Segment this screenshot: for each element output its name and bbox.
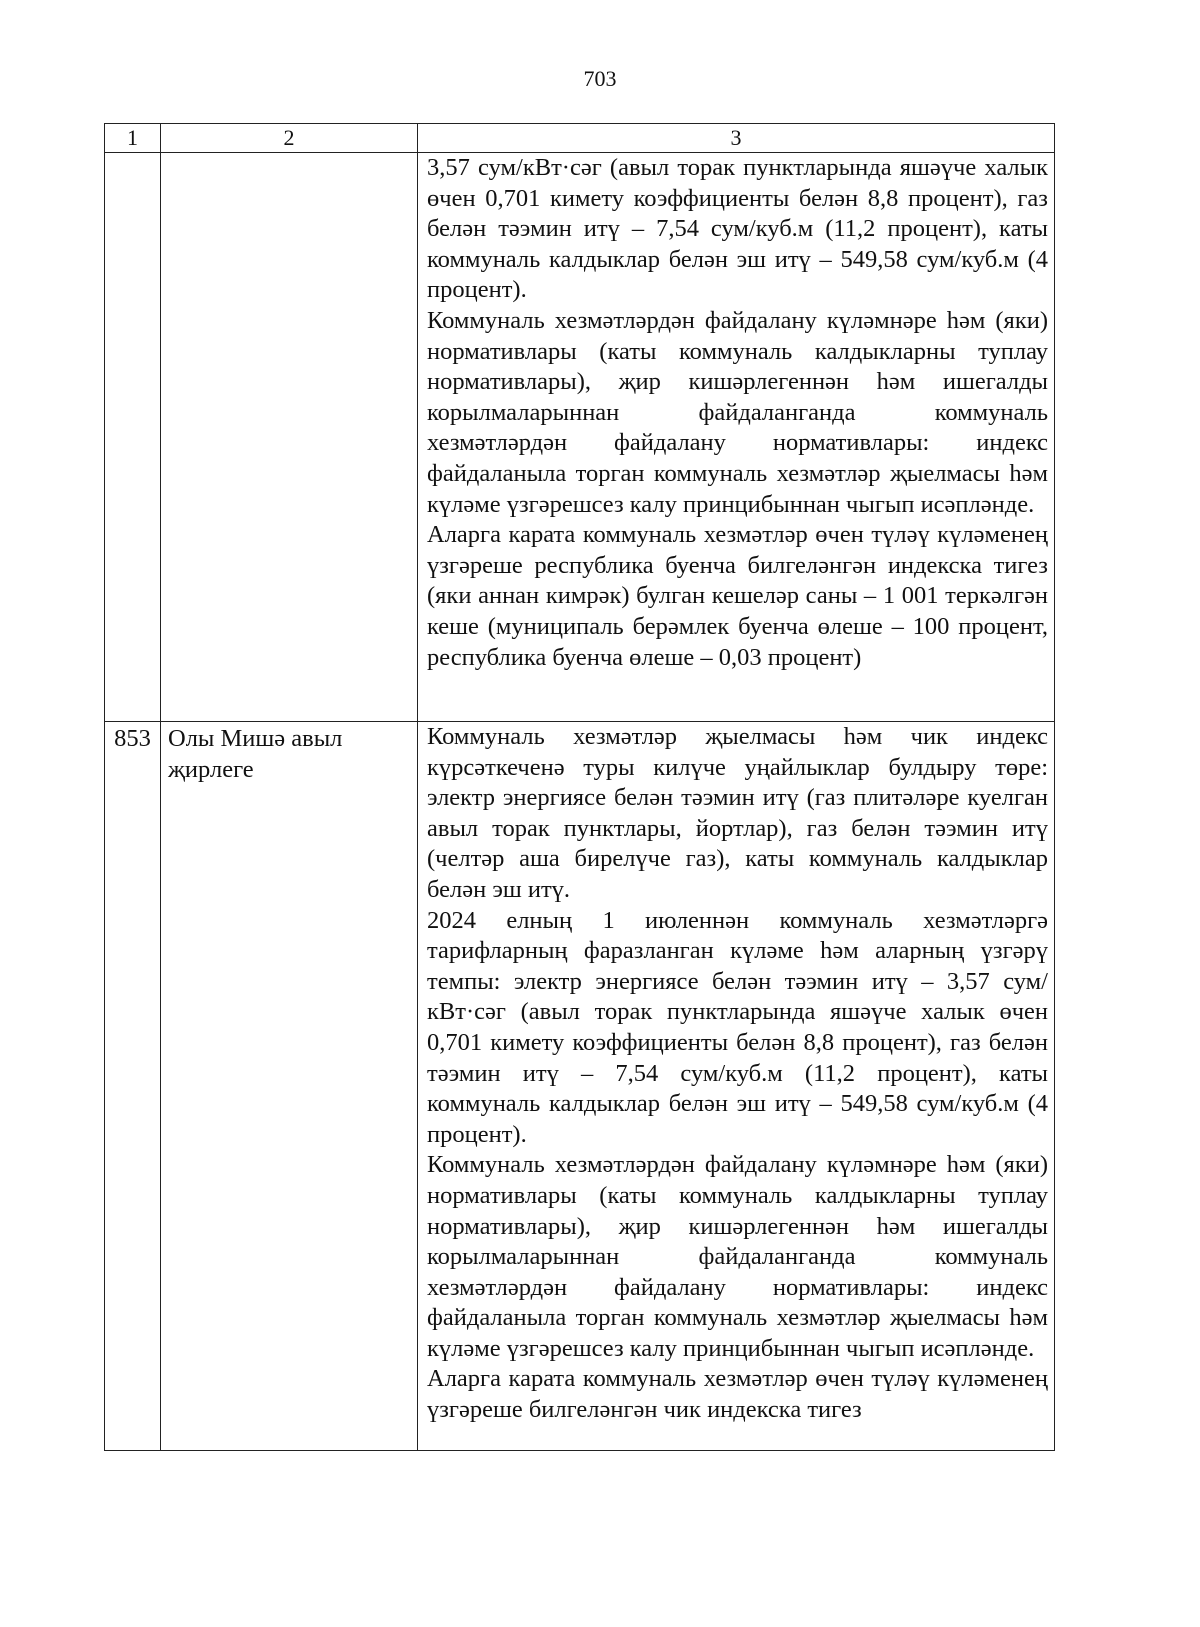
row-number-cell [105,153,161,722]
consumption-norms-paragraph: Коммуналь хезмәтләрдән файдалану күләмнәре һәм (яки) нормативлары (каты коммуналь калдыкларны туплау нормативлары), җир кишәрлегеннән һәм ишегалды корылмаларыннан файдаланганда коммуналь хезмәтләрдән файдалану нормативлары: индекс файдаланыла торган коммуналь хезмәтләр җыелмасы һәм күләме үзгәрешсез калу принцибыннан чыгып исәпләнде. [427,306,1048,518]
table-row-853 [105,722,1055,1451]
tariff-forecast-paragraph: 2024 елның 1 июленнән коммуналь хезмәтләргә тарифларның фаразланган күләме һәм аларның үзгәрү темпы: электр энергиясе белән тәэмин итү – 3,57 сум/кВт·сәг (авыл торак пунктларында яшәүче халык өчен 0,701 кимету коэффициенты белән 8,8 процент), газ белән тәэмин итү – 7,54 сум/куб.м (11,2 процент), каты коммуналь калдыклар белән эш итү – 549,58 сум/куб.м (4 процент). [427,906,1048,1148]
tariff-table [104,123,1055,1451]
affected-population-paragraph: Аларга карата коммуналь хезмәтләр өчен түләү күләменең үзгәреше республика буенча билгеләнгән индекска тигез (яки аннан кимрәк) булган кешеләр саны – 1 001 теркәлгән кеше (муниципаль берәмлек буенча өлеше – 100 процент, республика буенча өлеше – 0,03 процент) [427,521,1048,671]
service-set-paragraph: Коммуналь хезмәтләр җыелмасы һәм чик индекс күрсәткеченә туры килүче уңайлыклар булдыру төре: электр энергиясе белән тәэмин итү (газ плитәләре куелган авыл торак пунктлары, йортлар), газ белән тәэмин итү (челтәр аша бирелүче газ), каты коммуналь калдыклар белән эш итү. [427,723,1048,903]
tariff-rates-paragraph: 3,57 сум/кВт·сәг (авыл торак пунктларында яшәүче халык өчен 0,701 кимету коэффициенты белән 8,8 процент), газ белән тәэмин итү – 7,54 сум/куб.м (11,2 процент), каты коммуналь калдыклар белән эш итү – 549,58 сум/куб.м (4 процент). [427,154,1048,304]
column-header-3: 3 [418,124,1055,153]
description-cell [418,722,1055,1451]
column-header-1: 1 [105,124,161,153]
page-number: 703 [583,66,617,91]
municipality-name-cell [161,153,418,722]
table-row-continued [105,153,1055,722]
description-cell [418,153,1055,722]
row-number-cell: 853 [105,722,161,1451]
payment-change-paragraph: Аларга карата коммуналь хезмәтләр өчен түләү күләменең үзгәреше билгеләнгән чик индекска тигез [427,1365,1048,1424]
consumption-norms-paragraph: Коммуналь хезмәтләрдән файдалану күләмнәре һәм (яки) нормативлары (каты коммуналь калдыкларны туплау нормативлары), җир кишәрлегеннән һәм ишегалды корылмаларыннан файдаланганда коммуналь хезмәтләрдән файдалану нормативлары: индекс файдаланыла торган коммуналь хезмәтләр җыелмасы һәм күләме үзгәрешсез калу принцибыннан чыгып исәпләнде. [427,1151,1048,1362]
municipality-name-cell: Олы Мишә авыл җирлеге [161,722,418,1451]
table-header-row [105,124,1055,153]
column-header-2: 2 [161,124,418,153]
